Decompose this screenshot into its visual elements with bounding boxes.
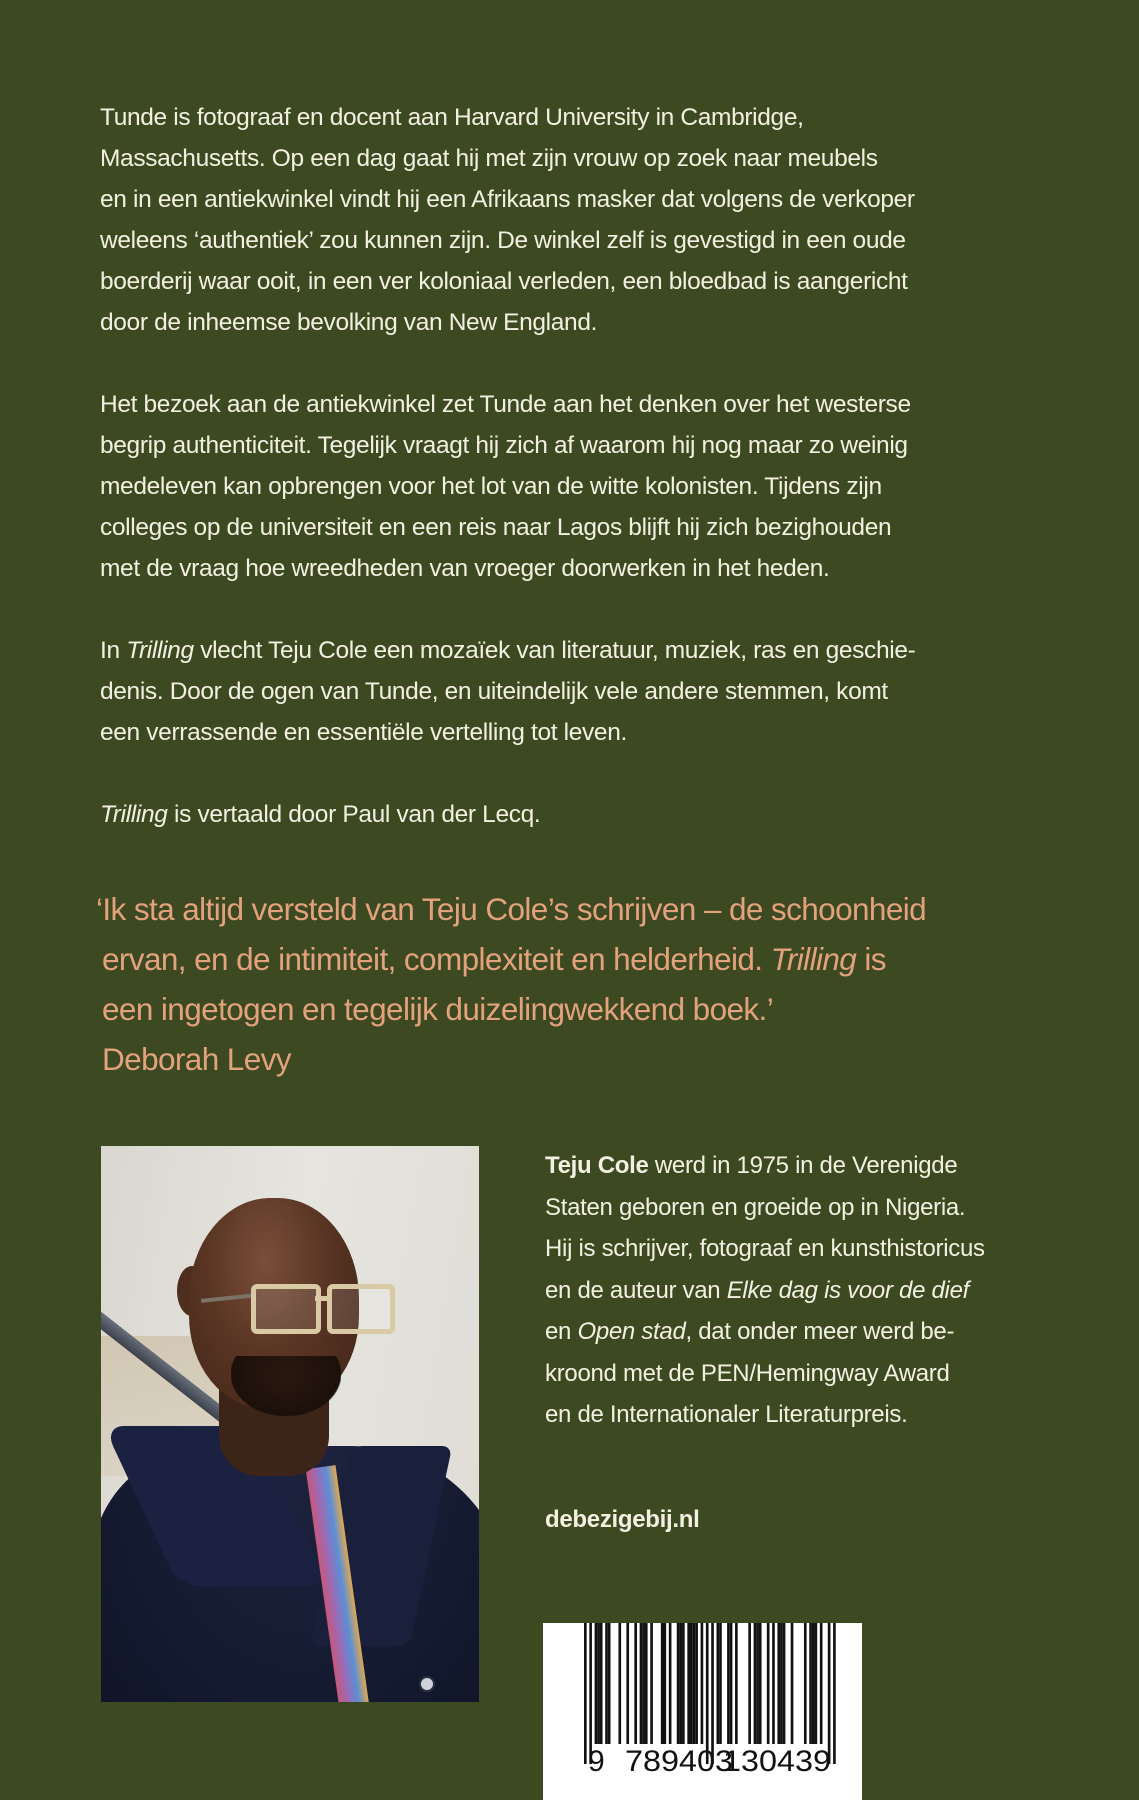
text-line: Tunde is fotograaf en docent aan Harvard University in Cambridge, bbox=[100, 104, 804, 131]
text-line: weleens ‘authentiek’ zou kunnen zijn. De winkel zelf is gevestigd in een oude bbox=[100, 227, 906, 254]
barcode-bar bbox=[626, 1623, 629, 1744]
text-line bbox=[100, 630, 1060, 671]
author-name: Teju Cole bbox=[545, 1152, 649, 1179]
barcode-bar bbox=[634, 1623, 637, 1744]
barcode-bar bbox=[820, 1623, 823, 1744]
barcode-bar bbox=[597, 1623, 600, 1744]
bio-line: Hij is schrijver, fotograaf en kunsthistoricus bbox=[545, 1235, 985, 1262]
glasses-icon bbox=[251, 1284, 321, 1334]
barcode-bar bbox=[650, 1623, 653, 1744]
barcode-bar bbox=[777, 1623, 780, 1744]
barcode-bar bbox=[828, 1623, 831, 1764]
book-title: Trilling bbox=[100, 801, 168, 828]
quote-attribution: Deborah Levy bbox=[102, 1041, 291, 1077]
text-line: met de vraag hoe wreedheden van vroeger doorwerken in het heden. bbox=[100, 555, 830, 582]
barcode-bar bbox=[693, 1623, 696, 1744]
text-line: Massachusetts. Op een dag gaat hij met zijn vrouw op zoek naar meubels bbox=[100, 145, 878, 172]
barcode-bar bbox=[815, 1623, 818, 1744]
barcode-bar bbox=[711, 1623, 714, 1764]
barcode-bar bbox=[642, 1623, 645, 1744]
barcode-bar bbox=[767, 1623, 770, 1744]
text-line: een verrassende en essentiële vertelling tot leven. bbox=[100, 719, 627, 746]
translator-credit bbox=[100, 794, 1060, 835]
author-bio bbox=[545, 1145, 1065, 1436]
text-line: en in een antiekwinkel vindt hij een Afrikaans masker dat volgens de verkoper bbox=[100, 186, 915, 213]
text-line: door de inheemse bevolking van New England. bbox=[100, 309, 598, 336]
barcode-digits-left: 789403 bbox=[625, 1745, 733, 1778]
bio-line bbox=[545, 1145, 1065, 1187]
isbn-barcode bbox=[543, 1623, 862, 1800]
barcode-bar bbox=[608, 1623, 611, 1744]
barcode-bar bbox=[695, 1623, 698, 1744]
barcode-bar bbox=[759, 1623, 762, 1744]
barcode-bar bbox=[717, 1623, 720, 1744]
barcode-bar bbox=[669, 1623, 672, 1744]
text-fragment: , dat onder meer werd be- bbox=[685, 1318, 955, 1345]
barcode-bar bbox=[809, 1623, 812, 1744]
back-cover-blurb bbox=[100, 97, 1060, 876]
barcode-bar bbox=[719, 1623, 722, 1744]
text-fragment: ervan, en de intimiteit, complexiteit en helderheid. bbox=[102, 941, 771, 977]
barcode-bar bbox=[640, 1623, 643, 1744]
bio-line: kroond met de PEN/Hemingway Award bbox=[545, 1359, 950, 1387]
text-fragment: en de auteur van bbox=[545, 1276, 727, 1304]
barcode-digits-right: 130439 bbox=[723, 1745, 831, 1778]
book-title: Open stad bbox=[577, 1318, 686, 1345]
book-title: Trilling bbox=[770, 941, 857, 977]
bio-line bbox=[545, 1270, 1065, 1312]
text-fragment: en bbox=[545, 1318, 578, 1345]
text-line: denis. Door de ogen van Tunde, en uiteindelijk vele andere stemmen, komt bbox=[100, 678, 888, 705]
barcode-bar bbox=[783, 1623, 786, 1744]
barcode-bar bbox=[605, 1623, 608, 1744]
barcode-bar bbox=[791, 1623, 794, 1744]
barcode-bar bbox=[687, 1623, 690, 1744]
barcode-bar bbox=[600, 1623, 603, 1744]
blurb-paragraph-2 bbox=[100, 384, 1060, 589]
barcode-digit-first: 9 bbox=[588, 1745, 605, 1778]
barcode-bar bbox=[682, 1623, 685, 1744]
text-fragment: werd in 1975 in de Verenigde bbox=[648, 1152, 958, 1179]
bio-line bbox=[545, 1311, 1065, 1353]
barcode-bar bbox=[618, 1623, 621, 1744]
barcode-bar bbox=[812, 1623, 815, 1744]
barcode-bar bbox=[679, 1623, 682, 1744]
barcode-bar bbox=[595, 1623, 598, 1744]
barcode-bar bbox=[780, 1623, 783, 1744]
blurb-paragraph-1 bbox=[100, 97, 1060, 343]
text-line: colleges op de universiteit en een reis naar Lagos blijft hij zich bezighouden bbox=[100, 514, 892, 541]
quote-line: een ingetogen en tegelijk duizelingwekkend boek.’ bbox=[102, 991, 774, 1027]
barcode-bar bbox=[727, 1623, 730, 1744]
bio-line: Staten geboren en groeide op in Nigeria. bbox=[545, 1193, 966, 1221]
text-fragment: is vertaald door Paul van der Lecq. bbox=[167, 801, 541, 828]
barcode-bar bbox=[645, 1623, 648, 1744]
book-title: Trilling bbox=[126, 637, 194, 664]
book-title: Elke dag is voor de dief bbox=[726, 1276, 969, 1304]
photo-beard bbox=[231, 1356, 341, 1416]
barcode-bar bbox=[754, 1623, 757, 1744]
text-line: begrip authenticiteit. Tegelijk vraagt hij zich af waarom hij nog maar zo weinig bbox=[100, 432, 908, 459]
text-fragment: is bbox=[856, 941, 886, 977]
barcode-bar bbox=[664, 1623, 667, 1744]
bio-line: en de Internationaler Literaturpreis. bbox=[545, 1401, 908, 1428]
barcode-bar bbox=[756, 1623, 759, 1744]
coat-button bbox=[419, 1676, 435, 1692]
barcode-bar bbox=[584, 1623, 587, 1764]
quote-line bbox=[96, 934, 1086, 984]
text-fragment: In bbox=[100, 637, 127, 664]
barcode-bar bbox=[701, 1623, 704, 1744]
barcode-bar bbox=[735, 1623, 738, 1744]
author-photo bbox=[101, 1146, 479, 1702]
barcode-bar bbox=[772, 1623, 775, 1744]
text-line bbox=[100, 794, 1060, 835]
barcode-bar bbox=[690, 1623, 693, 1744]
barcode-bar bbox=[706, 1623, 709, 1764]
barcode-bar bbox=[748, 1623, 751, 1744]
glasses-icon bbox=[327, 1284, 395, 1334]
barcode-bar bbox=[677, 1623, 680, 1744]
endorsement-quote bbox=[96, 884, 1086, 1084]
text-line: Het bezoek aan de antiekwinkel zet Tunde aan het denken over het westerse bbox=[100, 391, 911, 418]
text-line: medeleven kan opbrengen voor het lot van de witte kolonisten. Tijdens zijn bbox=[100, 473, 882, 500]
barcode-bar bbox=[833, 1623, 836, 1764]
barcode-bar bbox=[661, 1623, 664, 1744]
barcode-icon bbox=[543, 1623, 862, 1800]
barcode-bar bbox=[589, 1623, 592, 1764]
quote-line: ‘Ik sta altijd versteld van Teju Cole’s schrijven – de schoonheid bbox=[96, 891, 927, 927]
blurb-paragraph-3 bbox=[100, 630, 1060, 753]
text-line: boerderij waar ooit, in een ver koloniaal verleden, een bloedbad is aangericht bbox=[100, 268, 908, 295]
text-fragment: vlecht Teju Cole een mozaïek van literatuur, muziek, ras en geschie- bbox=[193, 637, 916, 664]
barcode-bar bbox=[804, 1623, 807, 1744]
barcode-bar bbox=[730, 1623, 733, 1744]
publisher-website[interactable]: debezigebij.nl bbox=[545, 1506, 700, 1533]
